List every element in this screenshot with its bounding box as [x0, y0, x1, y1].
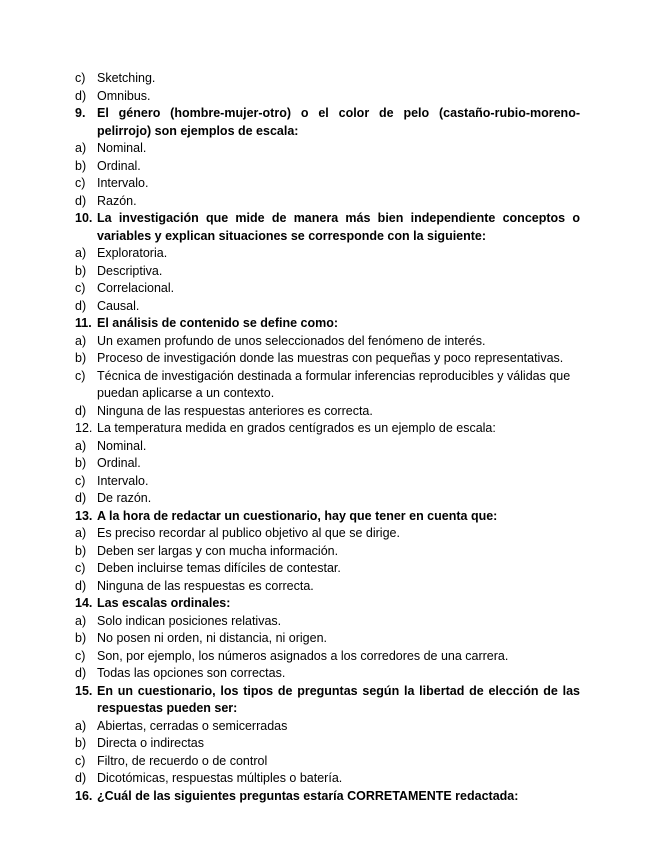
option-text: Ordinal. [97, 456, 141, 470]
option-text: Exploratoria. [97, 246, 168, 260]
option-letter: c) [75, 281, 86, 295]
option-letter: c) [75, 71, 86, 85]
question-text: Las escalas ordinales: [97, 596, 231, 610]
question-line [75, 595, 580, 613]
option-line [75, 578, 580, 596]
option-letter: a) [75, 246, 87, 260]
option-line [75, 70, 580, 88]
option-text: Ninguna de las respuestas es correcta. [97, 578, 314, 593]
option-text: Solo indican posiciones relativas. [97, 613, 282, 628]
option-text: Dicotómicas, respuestas múltiples o batería. [97, 771, 343, 785]
question-number: 16. [75, 788, 93, 803]
option-line [75, 753, 580, 771]
option-line [75, 158, 580, 176]
option-text: Proceso de investigación donde las muestras con pequeñas y poco representativas. [97, 351, 564, 365]
option-line [75, 245, 580, 263]
option-line [75, 560, 580, 578]
option-text: Intervalo. [97, 176, 149, 190]
option-line [75, 525, 580, 543]
option-line [75, 193, 580, 211]
question-line [75, 105, 580, 140]
option-line [75, 770, 580, 788]
option-letter: a) [75, 438, 87, 453]
option-line [75, 543, 580, 561]
option-text: Sketching. [97, 71, 156, 85]
question-line [75, 683, 580, 718]
option-text: Es preciso recordar al publico objetivo al que se dirige. [97, 526, 400, 540]
question-number: 13. [75, 508, 93, 523]
option-line [75, 455, 580, 473]
option-text: Descriptiva. [97, 263, 163, 278]
option-line [75, 403, 580, 421]
option-letter: d) [75, 771, 87, 785]
question-number: 12. [75, 421, 93, 435]
option-letter: a) [75, 526, 87, 540]
option-text: Correlacional. [97, 281, 175, 295]
option-line [75, 490, 580, 508]
option-letter: b) [75, 543, 87, 558]
option-text: Deben ser largas y con mucha información. [97, 543, 339, 558]
option-line [75, 630, 580, 648]
option-line [75, 140, 580, 158]
option-letter: d) [75, 193, 87, 208]
question-number: 9. [75, 106, 86, 120]
question-line [75, 420, 580, 438]
option-text: Técnica de investigación destinada a formular inferencias reproducibles y válidas que puedan aplicarse a un contexto. [97, 368, 571, 400]
option-letter: d) [75, 403, 87, 418]
question-line [75, 788, 580, 806]
option-text: Son, por ejemplo, los números asignados a los corredores de una carrera. [97, 648, 509, 663]
option-letter: c) [75, 561, 86, 575]
option-letter: d) [75, 298, 87, 313]
option-text: No posen ni orden, ni distancia, ni origen. [97, 631, 328, 645]
option-letter: c) [75, 648, 86, 663]
option-line [75, 438, 580, 456]
question-text: ¿Cuál de las siguientes preguntas estaría CORRETAMENTE redactada: [97, 788, 519, 803]
question-text: La investigación que mide de manera más bien independiente conceptos o variables y explican situaciones se corresponde con la siguiente: [97, 211, 580, 243]
option-text: De razón. [97, 491, 152, 505]
option-letter: c) [75, 176, 86, 190]
option-text: Omnibus. [97, 88, 151, 103]
question-number: 15. [75, 683, 93, 698]
question-number: 11. [75, 316, 92, 330]
option-text: Un examen profundo de unos seleccionados del fenómeno de interés. [97, 333, 486, 348]
question-line [75, 315, 580, 333]
option-letter: d) [75, 491, 87, 505]
option-letter: b) [75, 736, 87, 750]
option-letter: c) [75, 473, 86, 488]
option-line [75, 280, 580, 298]
option-line [75, 648, 580, 666]
question-text: La temperatura medida en grados centígrados es un ejemplo de escala: [97, 421, 496, 435]
option-text: Filtro, de recuerdo o de control [97, 753, 268, 768]
option-line [75, 718, 580, 736]
option-text: Deben incluirse temas difíciles de contestar. [97, 561, 341, 575]
option-letter: d) [75, 578, 87, 593]
option-text: Abiertas, cerradas o semicerradas [97, 718, 288, 733]
option-text: Intervalo. [97, 473, 149, 488]
option-letter: b) [75, 351, 87, 365]
option-text: Ninguna de las respuestas anteriores es correcta. [97, 403, 373, 418]
option-text: Nominal. [97, 141, 147, 155]
option-line [75, 88, 580, 106]
question-text: A la hora de redactar un cuestionario, hay que tener en cuenta que: [97, 508, 498, 523]
option-line [75, 368, 580, 403]
option-text: Ordinal. [97, 158, 141, 173]
question-text: El análisis de contenido se define como: [97, 316, 339, 330]
option-line [75, 298, 580, 316]
question-text: En un cuestionario, los tipos de preguntas según la libertad de elección de las respuestas pueden ser: [97, 683, 580, 715]
option-line [75, 665, 580, 683]
option-letter: d) [75, 666, 87, 680]
option-letter: b) [75, 631, 87, 645]
question-line [75, 210, 580, 245]
option-letter: c) [75, 368, 86, 383]
option-letter: b) [75, 456, 87, 470]
option-letter: a) [75, 613, 87, 628]
option-line [75, 613, 580, 631]
option-letter: b) [75, 263, 87, 278]
option-letter: d) [75, 88, 87, 103]
question-line [75, 508, 580, 526]
option-text: Todas las opciones son correctas. [97, 666, 286, 680]
option-text: Directa o indirectas [97, 736, 204, 750]
option-line [75, 333, 580, 351]
option-letter: c) [75, 753, 86, 768]
option-letter: a) [75, 718, 87, 733]
question-number: 10. [75, 211, 93, 225]
question-number: 14. [75, 596, 93, 610]
option-text: Razón. [97, 193, 137, 208]
option-line [75, 735, 580, 753]
option-letter: a) [75, 333, 87, 348]
option-letter: a) [75, 141, 87, 155]
option-line [75, 473, 580, 491]
option-line [75, 175, 580, 193]
option-line [75, 263, 580, 281]
option-line [75, 350, 580, 368]
option-text: Causal. [97, 298, 140, 313]
option-letter: b) [75, 158, 87, 173]
option-text: Nominal. [97, 438, 147, 453]
question-text: El género (hombre-mujer-otro) o el color de pelo (castaño-rubio-moreno-pelirrojo) son ejemplos de escala: [97, 106, 580, 138]
